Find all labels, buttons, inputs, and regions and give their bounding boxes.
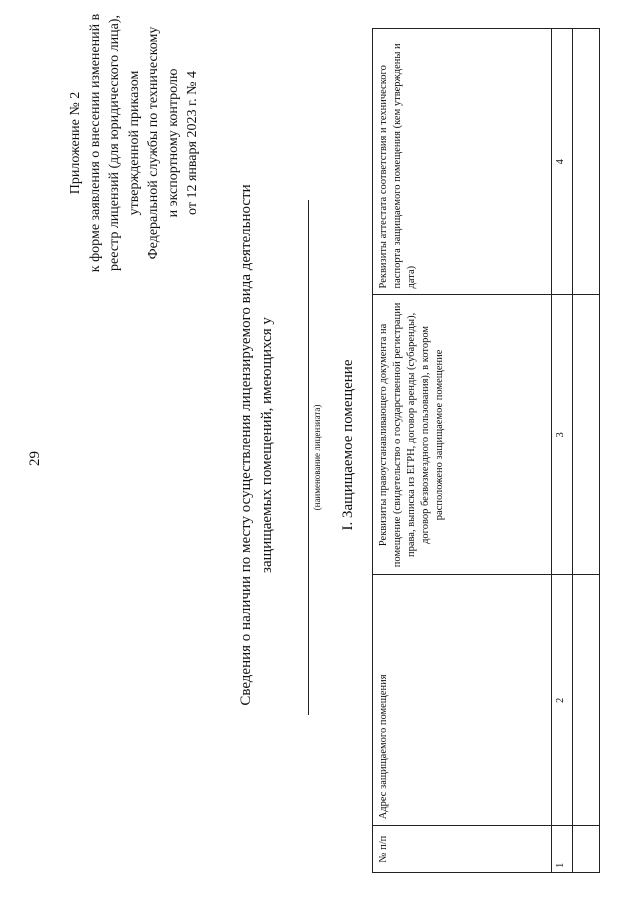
- appendix-line: к форме заявления о внесении изменений в: [87, 13, 103, 273]
- appendix-line: утвержденной приказом: [126, 70, 142, 216]
- column-number-2: 2: [552, 575, 573, 826]
- appendix-block: [66, 0, 203, 293]
- table-cell: [573, 29, 600, 295]
- appendix-line: и экспортному контролю: [165, 68, 181, 218]
- page-number: 29: [27, 451, 43, 466]
- column-number-4: 4: [552, 29, 573, 295]
- column-number-3: 3: [552, 295, 573, 575]
- appendix-line: Федеральной службы по техническому: [146, 26, 161, 260]
- table-header-row: [373, 29, 552, 873]
- licensee-caption: (наименование лицензиата): [312, 404, 322, 511]
- heading-line-2: защищаемых помещений, имеющихся у: [259, 317, 275, 573]
- appendix-title: Приложение № 2: [68, 91, 83, 195]
- licensee-name-line: [308, 200, 309, 715]
- header-cell-ownership-doc: Реквизиты правоустанавливающего документа на помещение (свидетельство о государственной регистрации права, выписка из ЕГРН, договор аренды (субаренды), договор безвозмездного пользования), в котором расположено защищаемое помещение: [373, 295, 552, 575]
- section-title: I. Защищаемое помещение: [340, 359, 356, 531]
- table-cell: [573, 575, 600, 826]
- header-cell-number: № п/п: [373, 826, 552, 873]
- table-cell: [573, 295, 600, 575]
- premises-table: [372, 28, 600, 873]
- appendix-line: реестр лицензий (для юридического лица),: [107, 15, 122, 271]
- header-cell-address: Адрес защищаемого помещения: [373, 575, 552, 826]
- appendix-line: от 12 января 2023 г. № 4: [185, 71, 200, 215]
- table-row: [573, 29, 600, 873]
- header-cell-certificate: Реквизиты аттестата соответствия и технического паспорта защищаемого помещения (кем утверждены и дата): [373, 29, 552, 295]
- column-number-1: 1: [552, 826, 573, 873]
- table-cell: [573, 826, 600, 873]
- document-heading: [236, 165, 278, 725]
- heading-line-1: Сведения о наличии по месту осуществления лицензируемого вида деятельности: [238, 184, 254, 706]
- table-number-row: [552, 29, 573, 873]
